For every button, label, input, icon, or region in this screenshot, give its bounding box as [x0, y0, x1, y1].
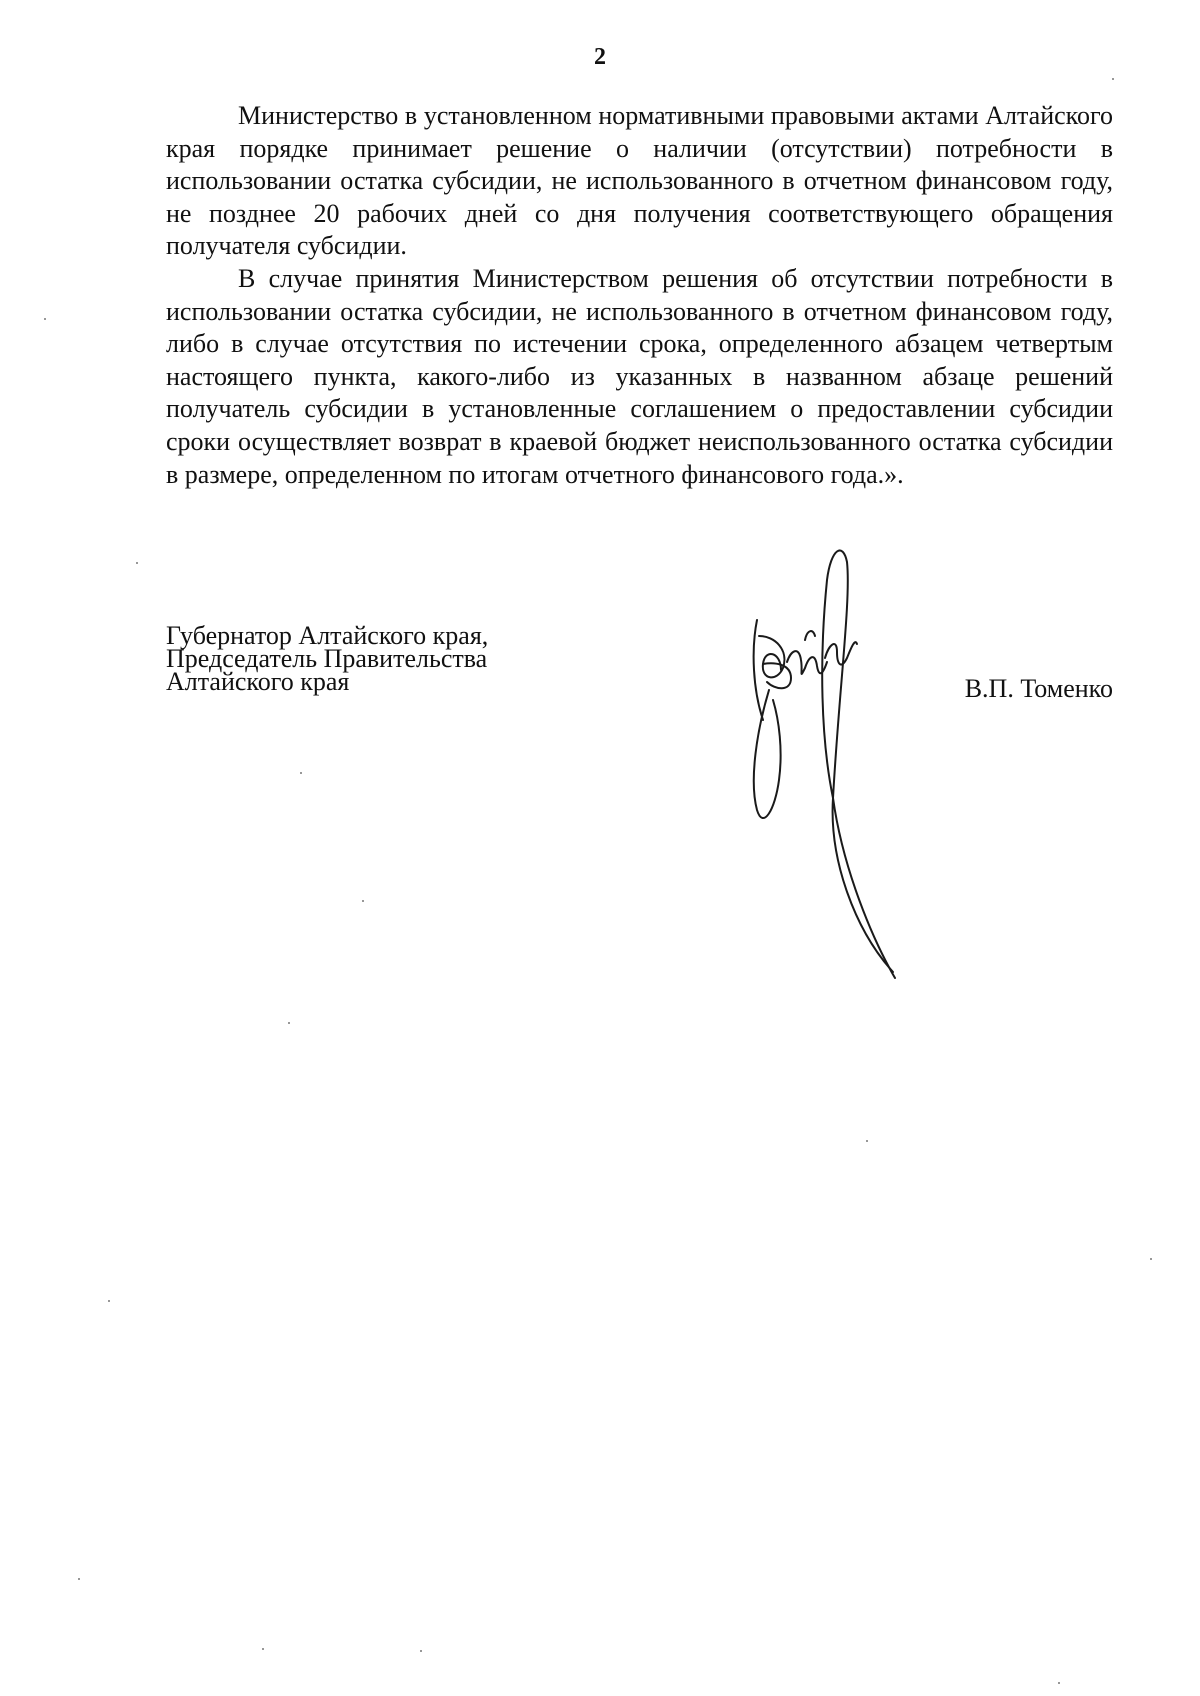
scan-speck	[866, 1140, 868, 1142]
position-line: Председатель Правительства	[166, 644, 488, 673]
scan-speck	[362, 900, 364, 902]
scan-speck	[300, 772, 302, 774]
document-body	[166, 100, 1113, 491]
scan-speck	[136, 562, 138, 564]
scan-speck	[108, 1300, 110, 1302]
signatory-position	[166, 621, 489, 696]
page-number: 2	[594, 44, 606, 70]
scan-speck	[420, 1650, 422, 1652]
scan-speck	[44, 318, 46, 320]
scan-speck	[1112, 78, 1114, 80]
scan-speck	[288, 1022, 290, 1024]
scan-speck	[262, 1648, 264, 1650]
handwritten-signature	[745, 540, 920, 980]
paragraph: Министерство в установленном нормативными правовыми актами Алтайского края порядке принимает решение о наличии (отсутствии) потребности в использовании остатка субсидии, не использованного в отчетном финансовом году, не позднее 20 рабочих дней со дня получения соответствующего обращения получателя субсидии.	[166, 101, 1113, 261]
scan-speck	[1150, 1258, 1152, 1260]
paragraph: В случае принятия Министерством решения об отсутствии потребности в использовании остатка субсидии, не использованного в отчетном финансовом году, либо в случае отсутствия по истечении срока, определенного абзацем четвертым настоящего пункта, какого-либо из указанных в названном абзаце решений получатель субсидии в установленные соглашением о предоставлении субсидии сроки осуществляет возврат в краевой бюджет неиспользованного остатка субсидии в размере, определенном по итогам отчетного финансового года.».	[166, 263, 1113, 489]
position-line: Алтайского края	[166, 667, 350, 696]
position-line: Губернатор Алтайского края,	[166, 621, 489, 650]
scan-speck	[1058, 1682, 1060, 1684]
signer-name: В.П. Томенко	[964, 674, 1113, 703]
scan-speck	[78, 1578, 80, 1580]
